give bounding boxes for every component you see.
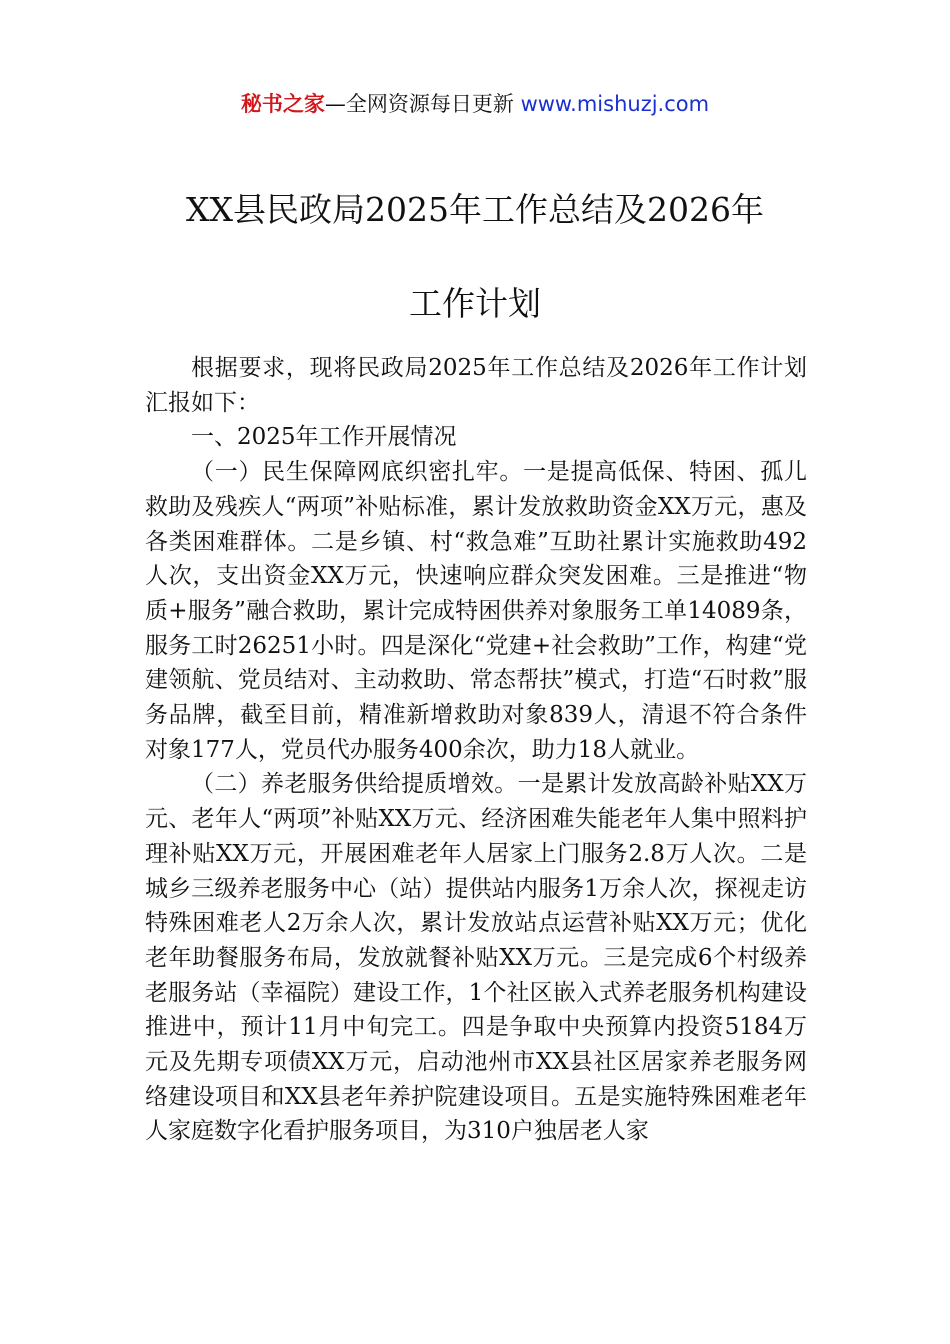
section-heading-1: 一、2025年工作开展情况 xyxy=(191,424,457,451)
document-body xyxy=(145,351,807,1149)
paragraph-elderly-services: （二）养老服务供给提质增效。一是累计发放高龄补贴XX万元、老年人“两项”补贴XX万元、经济困难失能老年人集中照料护理补贴XX万元，开展困难老年人居家上门服务2.8万人次。二是城乡三级养老服务中心（站）提供站内服务1万余人次，探视走访特殊困难老人2万余人次，累计发放站点运营补贴XX万元；优化老年助餐服务布局，发放就餐补贴XX万元。三是完成6个村级养老服务站（幸福院）建设工作，1个社区嵌入式养老服务机构建设推进中，预计11月中旬完工。四是争取中央预算内投资5184万元及先期专项债XX万元，启动池州市XX县社区居家养老服务网络建设项目和XX县老年养护院建设项目。五是实施特殊困难老年人家庭数字化看护服务项目，为310户独居老人家 xyxy=(145,771,807,1145)
header-tagline: —全网资源每日更新 xyxy=(324,92,521,116)
brand-name: 秘书之家 xyxy=(240,92,325,116)
site-header xyxy=(0,88,950,120)
site-url-link[interactable]: www.mishuzj.com xyxy=(520,92,710,116)
title-line-2: 工作计划 xyxy=(409,284,541,324)
paragraph-livelihood-security: （一）民生保障网底织密扎牢。一是提高低保、特困、孤儿救助及残疾人“两项”补贴标准，累计发放救助资金XX万元，惠及各类困难群体。二是乡镇、村“救急难”互助社累计实施救助492人次，支出资金XX万元，快速响应群众突发困难。三是推进“物质+服务”融合救助，累计完成特困供养对象服务工单14089条，服务工时26251小时。四是深化“党建+社会救助”工作，构建“党建领航、党员结对、主动救助、常态帮扶”模式，打造“石时救”服务品牌，截至目前，精准新增救助对象839人，清退不符合条件对象177人，党员代办服务400余次，助力18人就业。 xyxy=(145,459,807,763)
document-title xyxy=(100,182,850,332)
intro-paragraph: 根据要求，现将民政局2025年工作总结及2026年工作计划汇报如下： xyxy=(145,355,807,416)
title-line-1: XX县民政局2025年工作总结及2026年 xyxy=(186,190,764,230)
